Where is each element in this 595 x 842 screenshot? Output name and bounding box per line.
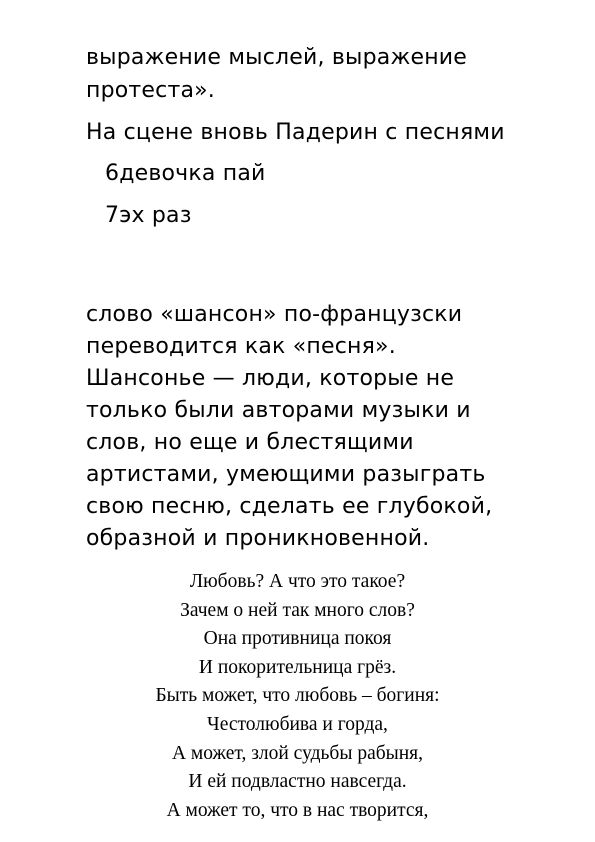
song-item-7 [105,203,192,229]
poem-line-5: Быть может, что любовь – богиня: [155,685,440,707]
chanson-line-8: образной и проникновенной. [86,526,430,551]
poem-line-2: Зачем о ней так много слов? [180,599,415,621]
chanson-line-1: слово «шансон» по-французски [86,302,463,327]
poem-line-4: И покорительница грёз. [198,656,397,678]
song-number: 7 [105,203,120,228]
chanson-line-4: только были авторами музыки и [86,398,471,423]
chanson-line-7: свою песню, сделать ее глубокой, [86,494,493,519]
poem-line-9: А может то, что в нас творится, [166,799,429,821]
poem-line-1: Любовь? А что это такое? [189,571,406,592]
song-number: 6 [105,161,120,186]
poem-line-6: Честолюбива и горда, [207,713,388,735]
chanson-line-5: слов, но еще и блестящими [86,430,414,455]
poem-line-8: И ей подвластно навсегда. [188,771,407,793]
chanson-line-2: переводится как «песня». [86,334,396,359]
poem [0,568,595,825]
intro-line-2: протеста». [86,78,216,103]
song-title: девочка пай [119,161,266,186]
song-title: эх раз [119,203,192,228]
chanson-line-6: артистами, умеющими разыграть [86,462,486,487]
chanson-line-3: Шансонье — люди, которые не [86,366,455,391]
stage-line: На сцене вновь Падерин с песнями [86,120,505,145]
poem-line-7: А может, злой судьбы рабыня, [171,742,424,764]
poem-line-3: Она противница покоя [203,628,392,650]
song-item-6 [105,161,266,187]
intro-line-1: выражение мыслей, выражение [86,45,468,70]
